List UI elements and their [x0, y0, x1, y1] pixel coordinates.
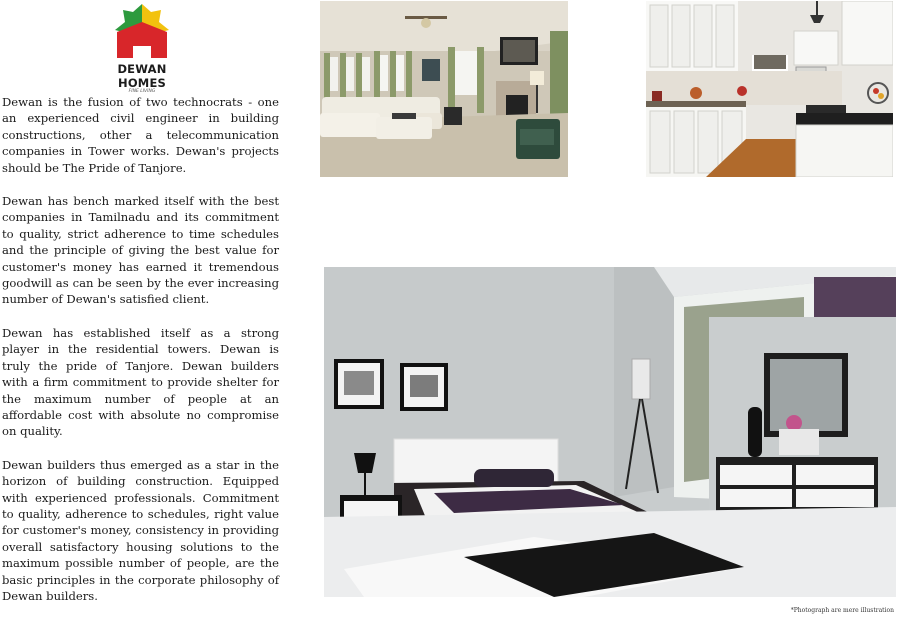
- photo-disclaimer: *Photograph are mere illustration: [790, 607, 894, 614]
- paragraph-residential: Dewan has established itself as a strong player in the residential towers. Dewan is truly the pride of Tanjore. Dewan builders with a firm commitment to provide shelter for the maximum number of people at an affordable cost with absolute no compromise on quality.: [2, 325, 279, 439]
- paragraph-philosophy: Dewan builders thus emerged as a star in the horizon of building construction. Equipped with experienced professionals. Commitment to quality, adherence to schedules, right value for customer's money, consistency in providing overall satisfactory housing solutions to the maximum possible number of people, are the basic principles in the corporate philosophy of Dewan builders.: [2, 457, 279, 603]
- house-logo-icon: [111, 2, 173, 60]
- paragraph-benchmark: Dewan has bench marked itself with the best companies in Tamilnadu and its commitment to quality, strict adherence to time schedules and the principle of giving the best value for customer's money has earned it tremendous goodwill as can be seen by the ever increasing number of Dewan's satisfied client.: [2, 194, 279, 307]
- brand-logo: [92, 2, 192, 94]
- brand-name: DEWAN HOMES: [117, 62, 167, 90]
- brand-tagline: FINE LIVING: [128, 89, 156, 94]
- paragraph-intro: Dewan is the fusion of two technocrats - one an experienced civil engineer in building constructions, other a telecommunication companies in Tower works. Dewan's projects should be The Pride of Tanjore.: [2, 95, 279, 175]
- about-text: [2, 94, 279, 621]
- living-room-photo: [320, 1, 568, 177]
- kitchen-photo: [646, 1, 893, 177]
- bedroom-photo: [324, 267, 896, 597]
